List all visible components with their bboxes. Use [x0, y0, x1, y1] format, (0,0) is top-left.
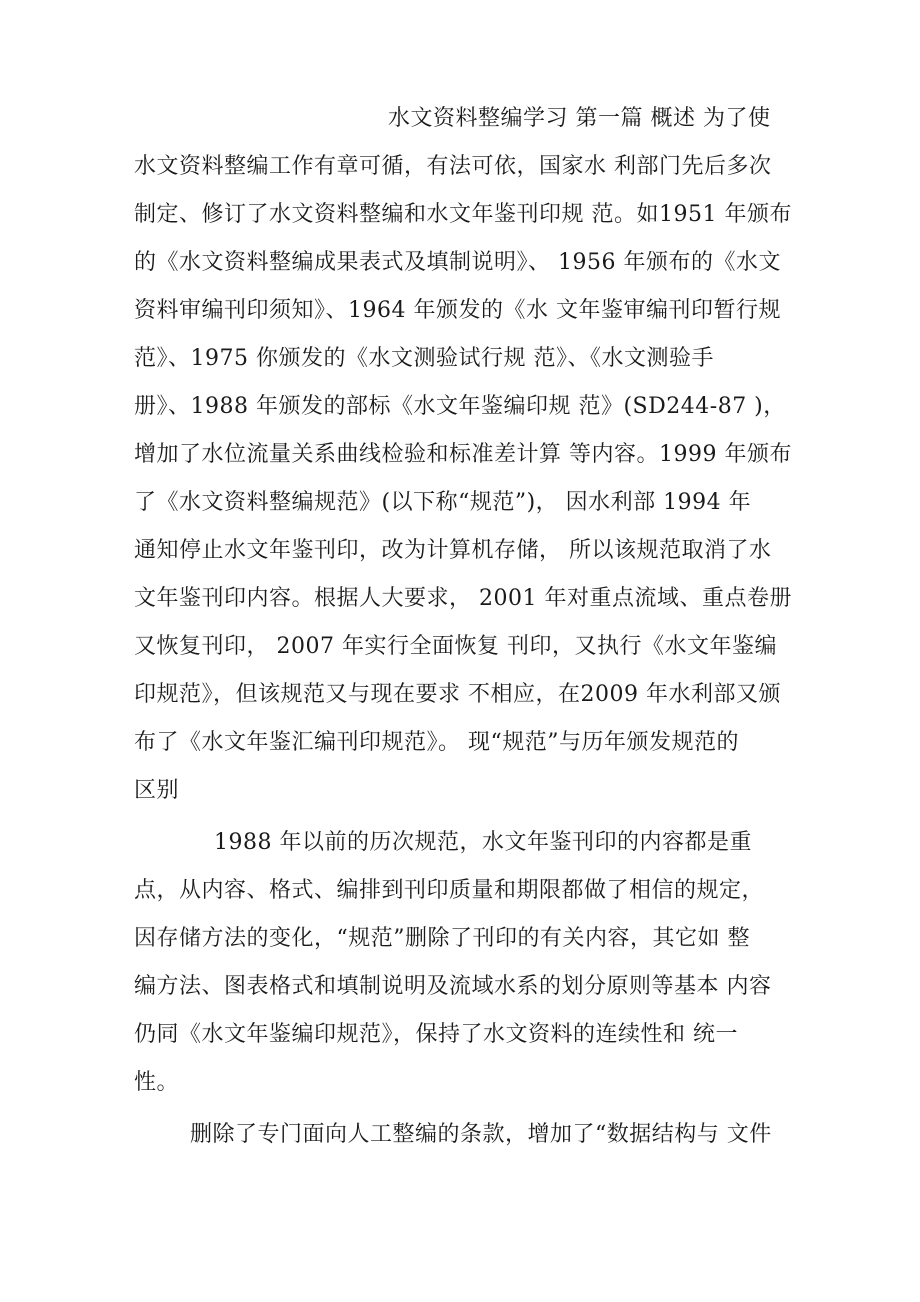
- paragraph-1-line-12: 又恢复刊印， 2007 年实行全面恢复 刊印，又执行《水文年鉴编: [134, 634, 777, 659]
- paragraph-2-line-4: 编方法、图表格式和填制说明及流域水系的划分原则等基本 内容: [134, 974, 772, 999]
- paragraph-1-line-9: 了《水文资料整编规范》(以下称“规范”)， 因水利部 1994 年: [134, 490, 752, 515]
- paragraph-1-line-7: 册》、1988 年颁发的部标《水文年鉴编印规 范》(SD244-87 )，: [134, 394, 786, 419]
- paragraph-1-line-1: 水文资料整编学习 第一篇 概述 为了使: [388, 106, 771, 131]
- paragraph-1-line-3: 制定、修订了水文资料整编和水文年鉴刊印规 范。如1951 年颁布: [134, 202, 792, 227]
- paragraph-1-line-5: 资料审编刊印须知》、1964 年颁发的《水 文年鉴审编刊印暂行规: [134, 298, 781, 323]
- paragraph-3-line-1: 删除了专门面向人工整编的条款，增加了“数据结构与 文件: [190, 1122, 772, 1147]
- paragraph-1-line-8: 增加了水位流量关系曲线检验和标准差计算 等内容。1999 年颁布: [134, 442, 792, 467]
- paragraph-1-line-2: 水文资料整编工作有章可循，有法可依，国家水 利部门先后多次: [134, 154, 772, 179]
- paragraph-1-line-10: 通知停止水文年鉴刊印，改为计算机存储， 所以该规范取消了水: [134, 538, 772, 563]
- paragraph-1-line-14: 布了《水文年鉴汇编刊印规范》。 现“规范”与历年颁发规范的: [134, 730, 739, 755]
- paragraph-1-line-13: 印规范》，但该规范又与现在要求 不相应，在2009 年水利部又颁: [134, 682, 781, 707]
- paragraph-1-line-6: 范》、1975 你颁发的《水文测验试行规 范》、《水文测验手: [134, 346, 714, 371]
- paragraph-1-line-11: 文年鉴刊印内容。根据人大要求， 2001 年对重点流域、重点卷册: [134, 586, 792, 611]
- paragraph-2-line-6: 性。: [134, 1070, 180, 1095]
- paragraph-2-line-2: 点，从内容、格式、编排到刊印质量和期限都做了相信的规定，: [134, 878, 765, 903]
- paragraph-1-line-15: 区别: [134, 778, 180, 803]
- paragraph-2-line-1: 1988 年以前的历次规范，水文年鉴刊印的内容都是重: [214, 830, 752, 855]
- paragraph-2-line-5: 仍同《水文年鉴编印规范》，保持了水文资料的连续性和 统一: [134, 1022, 738, 1047]
- paragraph-2-line-3: 因存储方法的变化，“规范”删除了刊印的有关内容，其它如 整: [134, 926, 750, 951]
- paragraph-1-line-4: 的《水文资料整编成果表式及填制说明》、 1956 年颁布的《水文: [134, 250, 781, 275]
